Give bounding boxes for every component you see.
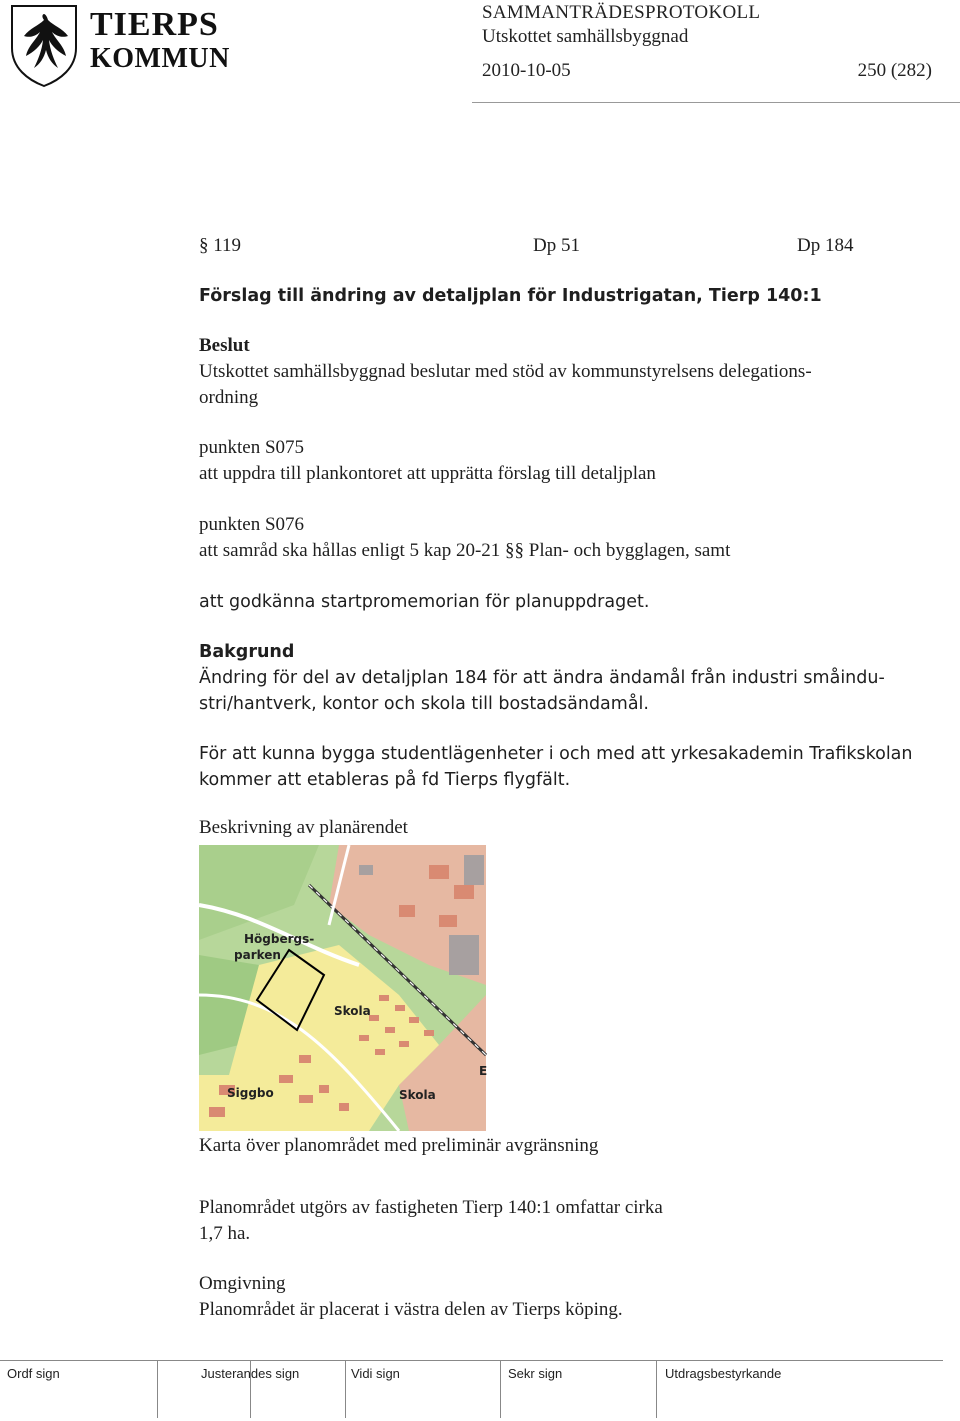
beslut-point-1-ref: punkten S075 [199, 437, 305, 458]
svg-text:Skola: Skola [399, 1088, 436, 1102]
footer-label-vidi-sign: Vidi sign [351, 1366, 400, 1381]
meeting-date: 2010-10-05 [482, 60, 571, 81]
svg-text:Högbergs-: Högbergs- [244, 932, 315, 946]
area-text-line-2: 1,7 ha. [199, 1223, 251, 1244]
svg-text:KOMMUN: KOMMUN [90, 43, 230, 74]
svg-text:Skola: Skola [334, 1004, 371, 1018]
omgivning-text: Planområdet är placerat i västra delen av Tierps köping. [199, 1299, 623, 1320]
bakgrund-line-4: kommer att etableras på fd Tierps flygfält. [199, 770, 571, 790]
document-type: SAMMANTRÄDESPROTOKOLL [482, 2, 761, 23]
case-title: Förslag till ändring av detaljplan för Industrigatan, Tierp 140:1 [199, 286, 822, 306]
section-heading-bakgrund: Bakgrund [199, 642, 295, 662]
footer-label-justerandes-sign: Justerandes sign [201, 1366, 300, 1381]
municipality-logo [8, 2, 230, 87]
page-number: 250 (282) [857, 60, 932, 81]
footer-label-utdragsbestyrkande: Utdragsbestyrkande [665, 1366, 782, 1381]
beslut-line-2: ordning [199, 387, 259, 408]
section-heading-beslut: Beslut [199, 335, 250, 356]
beslut-point-2-text: att samråd ska hållas enligt 5 kap 20-21 §§ Plan- och bygglagen, samt [199, 540, 731, 561]
header-divider [472, 102, 960, 103]
svg-text:E: E [479, 1064, 488, 1078]
coat-of-arms-icon [8, 2, 230, 87]
area-text-line-1: Planområdet utgörs av fastigheten Tierp 140:1 omfattar cirka [199, 1197, 663, 1218]
footer-label-sekr-sign: Sekr sign [508, 1366, 563, 1381]
dp-number-2: Dp 184 [797, 235, 854, 256]
map-caption: Karta över planområdet med preliminär avgränsning [199, 1135, 599, 1156]
paragraph-number: § 119 [199, 235, 242, 256]
svg-text:parken: parken [234, 948, 281, 962]
bakgrund-line-3: För att kunna bygga studentlägenheter i och med att yrkesakademin Trafikskolan [199, 744, 913, 764]
beslut-point-2-ref: punkten S076 [199, 514, 305, 535]
plan-area-map [199, 845, 486, 1131]
beslut-point-3-text: att godkänna startpromemorian för planuppdraget. [199, 592, 650, 612]
svg-text:Siggbo: Siggbo [227, 1086, 274, 1100]
svg-text:TIERPS: TIERPS [90, 6, 219, 43]
committee-name: Utskottet samhällsbyggnad [482, 26, 689, 47]
beslut-line-1: Utskottet samhällsbyggnad beslutar med stöd av kommunstyrelsens delegations- [199, 361, 812, 382]
beslut-point-1-text: att uppdra till plankontoret att upprätta förslag till detaljplan [199, 463, 656, 484]
section-heading-omgivning: Omgivning [199, 1273, 286, 1294]
footer-label-ordf-sign: Ordf sign [7, 1366, 60, 1381]
section-heading-beskrivning: Beskrivning av planärendet [199, 817, 408, 838]
bakgrund-line-1: Ändring för del av detaljplan 184 för att ändra ändamål från industri småindu- [199, 668, 885, 688]
bakgrund-line-2: stri/hantverk, kontor och skola till bostadsändamål. [199, 694, 649, 714]
dp-number-1: Dp 51 [533, 235, 580, 256]
